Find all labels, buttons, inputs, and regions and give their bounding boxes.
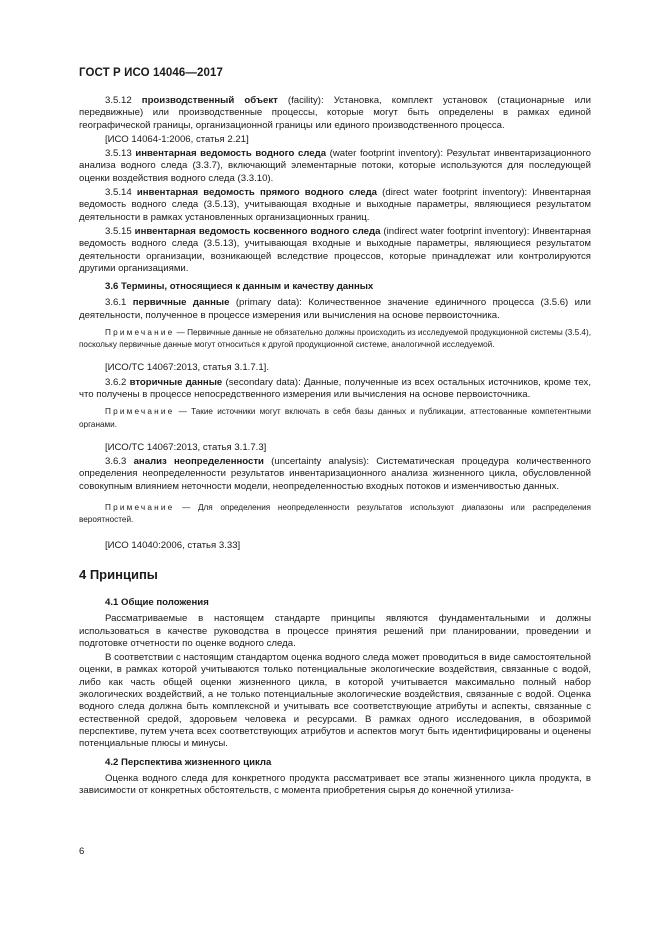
paragraph-4-1-a: Рассматриваемые в настоящем стандарте принципы являются фундаментальными и должны использоваться в качестве руководства в процессе принятия решений при планировании, проведении и подготовке отчетности по оценке водного следа.: [79, 613, 591, 649]
term-number: 3.6.3: [105, 456, 127, 468]
section-4-heading: 4 Принципы: [79, 566, 158, 582]
term-3-5-14: [79, 187, 591, 224]
paragraph-4-2-a: Оценка водного следа для конкретного продукта рассматривает все этапы жизненного цикла продукта, в зависимости от конкретных обстоятельств, с момента приобретения сырья до конечной утилиза-: [79, 772, 591, 797]
page-number: 6: [79, 846, 85, 857]
term-number: 3.5.12: [105, 95, 132, 106]
note-label: Примечание: [105, 407, 175, 417]
term-definition: (secondary data): Данные, полученные из всех остальных источников, кроме тех, что получены в процессе непосредственного измерения или вычисления на основе первоисточника.: [79, 376, 591, 401]
term-3-6-3: [79, 456, 591, 493]
reference-3-6-2: [ИСО/ТС 14067:2013, статья 3.1.7.3]: [105, 441, 267, 453]
term-3-6-1: [79, 297, 591, 322]
term-number: 3.5.13: [105, 148, 132, 160]
term-definition: (facility): Установка, комплект установок (стационарные или передвижные) или производственные процессы, которые могут быть определены в рамках единой географической границы, организационной границы или единого производственного процесса.: [79, 95, 591, 131]
term-definition: (water footprint inventory): Результат инвентаризационного анализа водного следа (3.3.7), включающий элементарные потоки, которые используются для последующей оценки воздействия водного следа (3.3.10).: [79, 148, 592, 184]
note-3-6-1: [79, 327, 591, 351]
subsection-4-2-heading: 4.2 Перспектива жизненного цикла: [105, 756, 272, 768]
document-body: [79, 95, 591, 799]
term-3-5-13: [79, 148, 591, 185]
term-number: 3.5.14: [105, 187, 132, 199]
term-definition: (direct water footprint inventory): Инвентарная ведомость водного следа (3.5.13), учитывающая входные и выходные параметры, являющиеся результатом деятельности в рамках установленных организационных границ.: [79, 187, 591, 223]
term-definition: (indirect water footprint inventory): Инвентарная ведомость водного следа (3.5.13), учитывающая входные и выходные параметры, являющиеся результатом деятельности организации, возникающей вследствие процессов, которые принадлежат или контролируются другими организациями.: [79, 225, 591, 274]
term-name: инвентарная ведомость прямого водного следа: [136, 187, 378, 199]
note-3-6-2: [79, 406, 591, 430]
term-name: инвентарная ведомость косвенного водного следа: [134, 225, 381, 237]
document-header: ГОСТ Р ИСО 14046—2017: [79, 67, 224, 79]
reference-3-6-3: [ИСО 14040:2006, статья 3.33]: [105, 540, 241, 552]
reference-3-6-1: [ИСО/ТС 14067:2013, статья 3.1.7.1].: [105, 362, 270, 374]
note-text: — Для определения неопределенности результатов используют диапазоны или распределения вероятностей.: [79, 502, 591, 525]
term-name: вторичные данные: [129, 376, 223, 388]
term-3-5-12: [79, 95, 591, 132]
note-label: Примечание: [105, 328, 175, 338]
term-number: 3.6.2: [105, 376, 127, 388]
note-3-6-3: [79, 502, 591, 526]
term-name: первичные данные: [132, 297, 230, 309]
paragraph-4-1-b: В соответствии с настоящим стандартом оценка водного следа может проводиться в виде самостоятельной оценки, в рамках которой учитываются только потенциальные экологические воздействия, связанные с водой, либо как часть общей оценки жизненного цикла, в которой учитывается максимально полный набор экологических воздействий, а не только потенциальные экологические воздействия, связанные с водой. Оценка водного следа должна быть комплексной и учитывать все соответствующие атрибуты и аспекты, связанные с естественной средой, здоровьем человека и ресурсами. В рамках одного исследования, в обозримой перспективе, путем учета всех соответствующих атрибутов и аспектов могут быть идентифицированы и оценены потенциальные плюсы и минусы.: [79, 652, 591, 750]
term-definition: (uncertainty analysis): Систематическая процедура количественного определения неопределенности результатов инвентаризационного анализа жизненного цикла, обусловленной совокупным влиянием неточности модели, неопределенностью входных потоков и изменчивостью данных.: [79, 456, 592, 492]
term-number: 3.6.1: [105, 297, 127, 309]
reference-3-5-12: [ИСО 14064-1:2006, статья 2.21]: [105, 133, 249, 145]
term-name: анализ неопределенности: [133, 456, 264, 468]
note-text: — Такие источники могут включать в себя базы данных и публикации, аттестованные компетентными органами.: [79, 407, 591, 429]
term-number: 3.5.15: [105, 225, 132, 237]
note-text: — Первичные данные не обязательно должны происходить из исследуемой продукционной системы (3.5.4), поскольку первичные данные могут относиться к другой продукционной системе, аналогичной исследуемой.: [79, 328, 591, 350]
note-label: Примечание: [105, 502, 175, 512]
term-3-6-2: [79, 377, 591, 402]
term-3-5-15: [79, 226, 591, 275]
subsection-4-1-heading: 4.1 Общие положения: [105, 596, 209, 608]
subsection-3-6-heading: 3.6 Термины, относящиеся к данным и качеству данных: [105, 281, 374, 293]
term-name: инвентарная ведомость водного следа: [135, 148, 327, 160]
term-definition: (primary data): Количественное значение единичного процесса (3.5.6) или деятельности, полученное в процессе измерения или вычисления на основе первоисточника.: [79, 297, 591, 321]
term-name: производственный объект: [141, 95, 278, 106]
